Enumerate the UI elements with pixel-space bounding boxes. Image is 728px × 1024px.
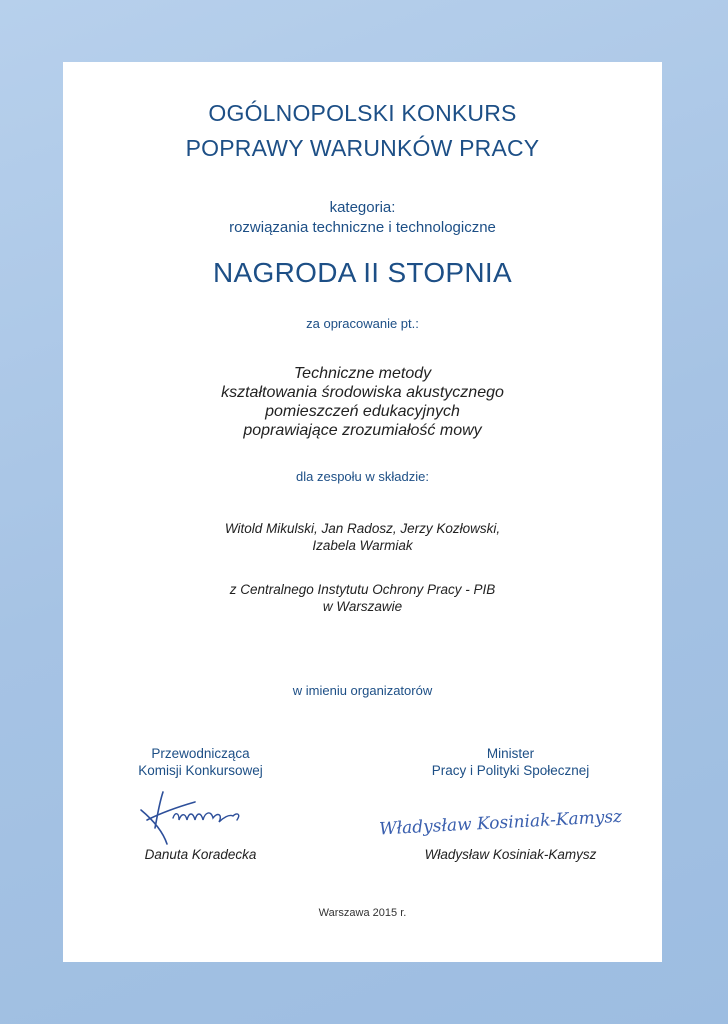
institution-line2: w Warszawie — [322, 599, 403, 614]
category-label: kategoria: — [329, 199, 396, 216]
contest-title-line2: POPRAWY WARUNKÓW PRACY — [185, 135, 540, 161]
left-signature — [133, 784, 263, 854]
institution — [63, 581, 662, 615]
right-role-line1: Minister — [486, 746, 535, 761]
contest-title — [63, 96, 662, 166]
certificate-sheet — [63, 62, 662, 962]
on-behalf-label: w imieniu organizatorów — [292, 683, 433, 698]
work-title-line1: Techniczne metody — [293, 365, 432, 382]
team-members — [63, 520, 662, 554]
category — [63, 198, 662, 238]
award-title: NAGRODA II STOPNIA — [213, 257, 512, 288]
work-title-line2: kształtowania środowiska akustycznego — [221, 384, 504, 401]
team-line1: Witold Mikulski, Jan Radosz, Jerzy Kozłowski, — [224, 521, 501, 536]
right-signatory-name: Władysław Kosiniak-Kamysz — [424, 847, 597, 862]
work-title-line4: poprawiające zrozumiałość mowy — [243, 422, 482, 439]
right-signature-handwriting: Władysław Kosiniak-Kamysz — [378, 806, 623, 840]
right-signatory-role — [368, 745, 653, 779]
team-label: dla zespołu w składzie: — [296, 469, 429, 484]
left-role-line1: Przewodnicząca — [151, 746, 250, 761]
left-signatory-role — [88, 745, 313, 779]
institution-line1: z Centralnego Instytutu Ochrony Pracy - PIB — [229, 582, 496, 597]
contest-title-line1: OGÓLNOPOLSKI KONKURS — [208, 100, 517, 126]
category-value: rozwiązania techniczne i technologiczne — [229, 219, 496, 236]
left-role-line2: Komisji Konkursowej — [138, 763, 263, 778]
right-role-line2: Pracy i Polityki Społecznej — [431, 763, 590, 778]
team-line2: Izabela Warmiak — [312, 538, 413, 553]
work-title — [63, 364, 662, 440]
right-signature — [373, 802, 643, 842]
work-title-line3: pomieszczeń edukacyjnych — [265, 403, 460, 420]
place-date: Warszawa 2015 r. — [318, 907, 407, 919]
left-signatory-name: Danuta Koradecka — [144, 847, 257, 862]
for-label: za opracowanie pt.: — [306, 316, 419, 331]
